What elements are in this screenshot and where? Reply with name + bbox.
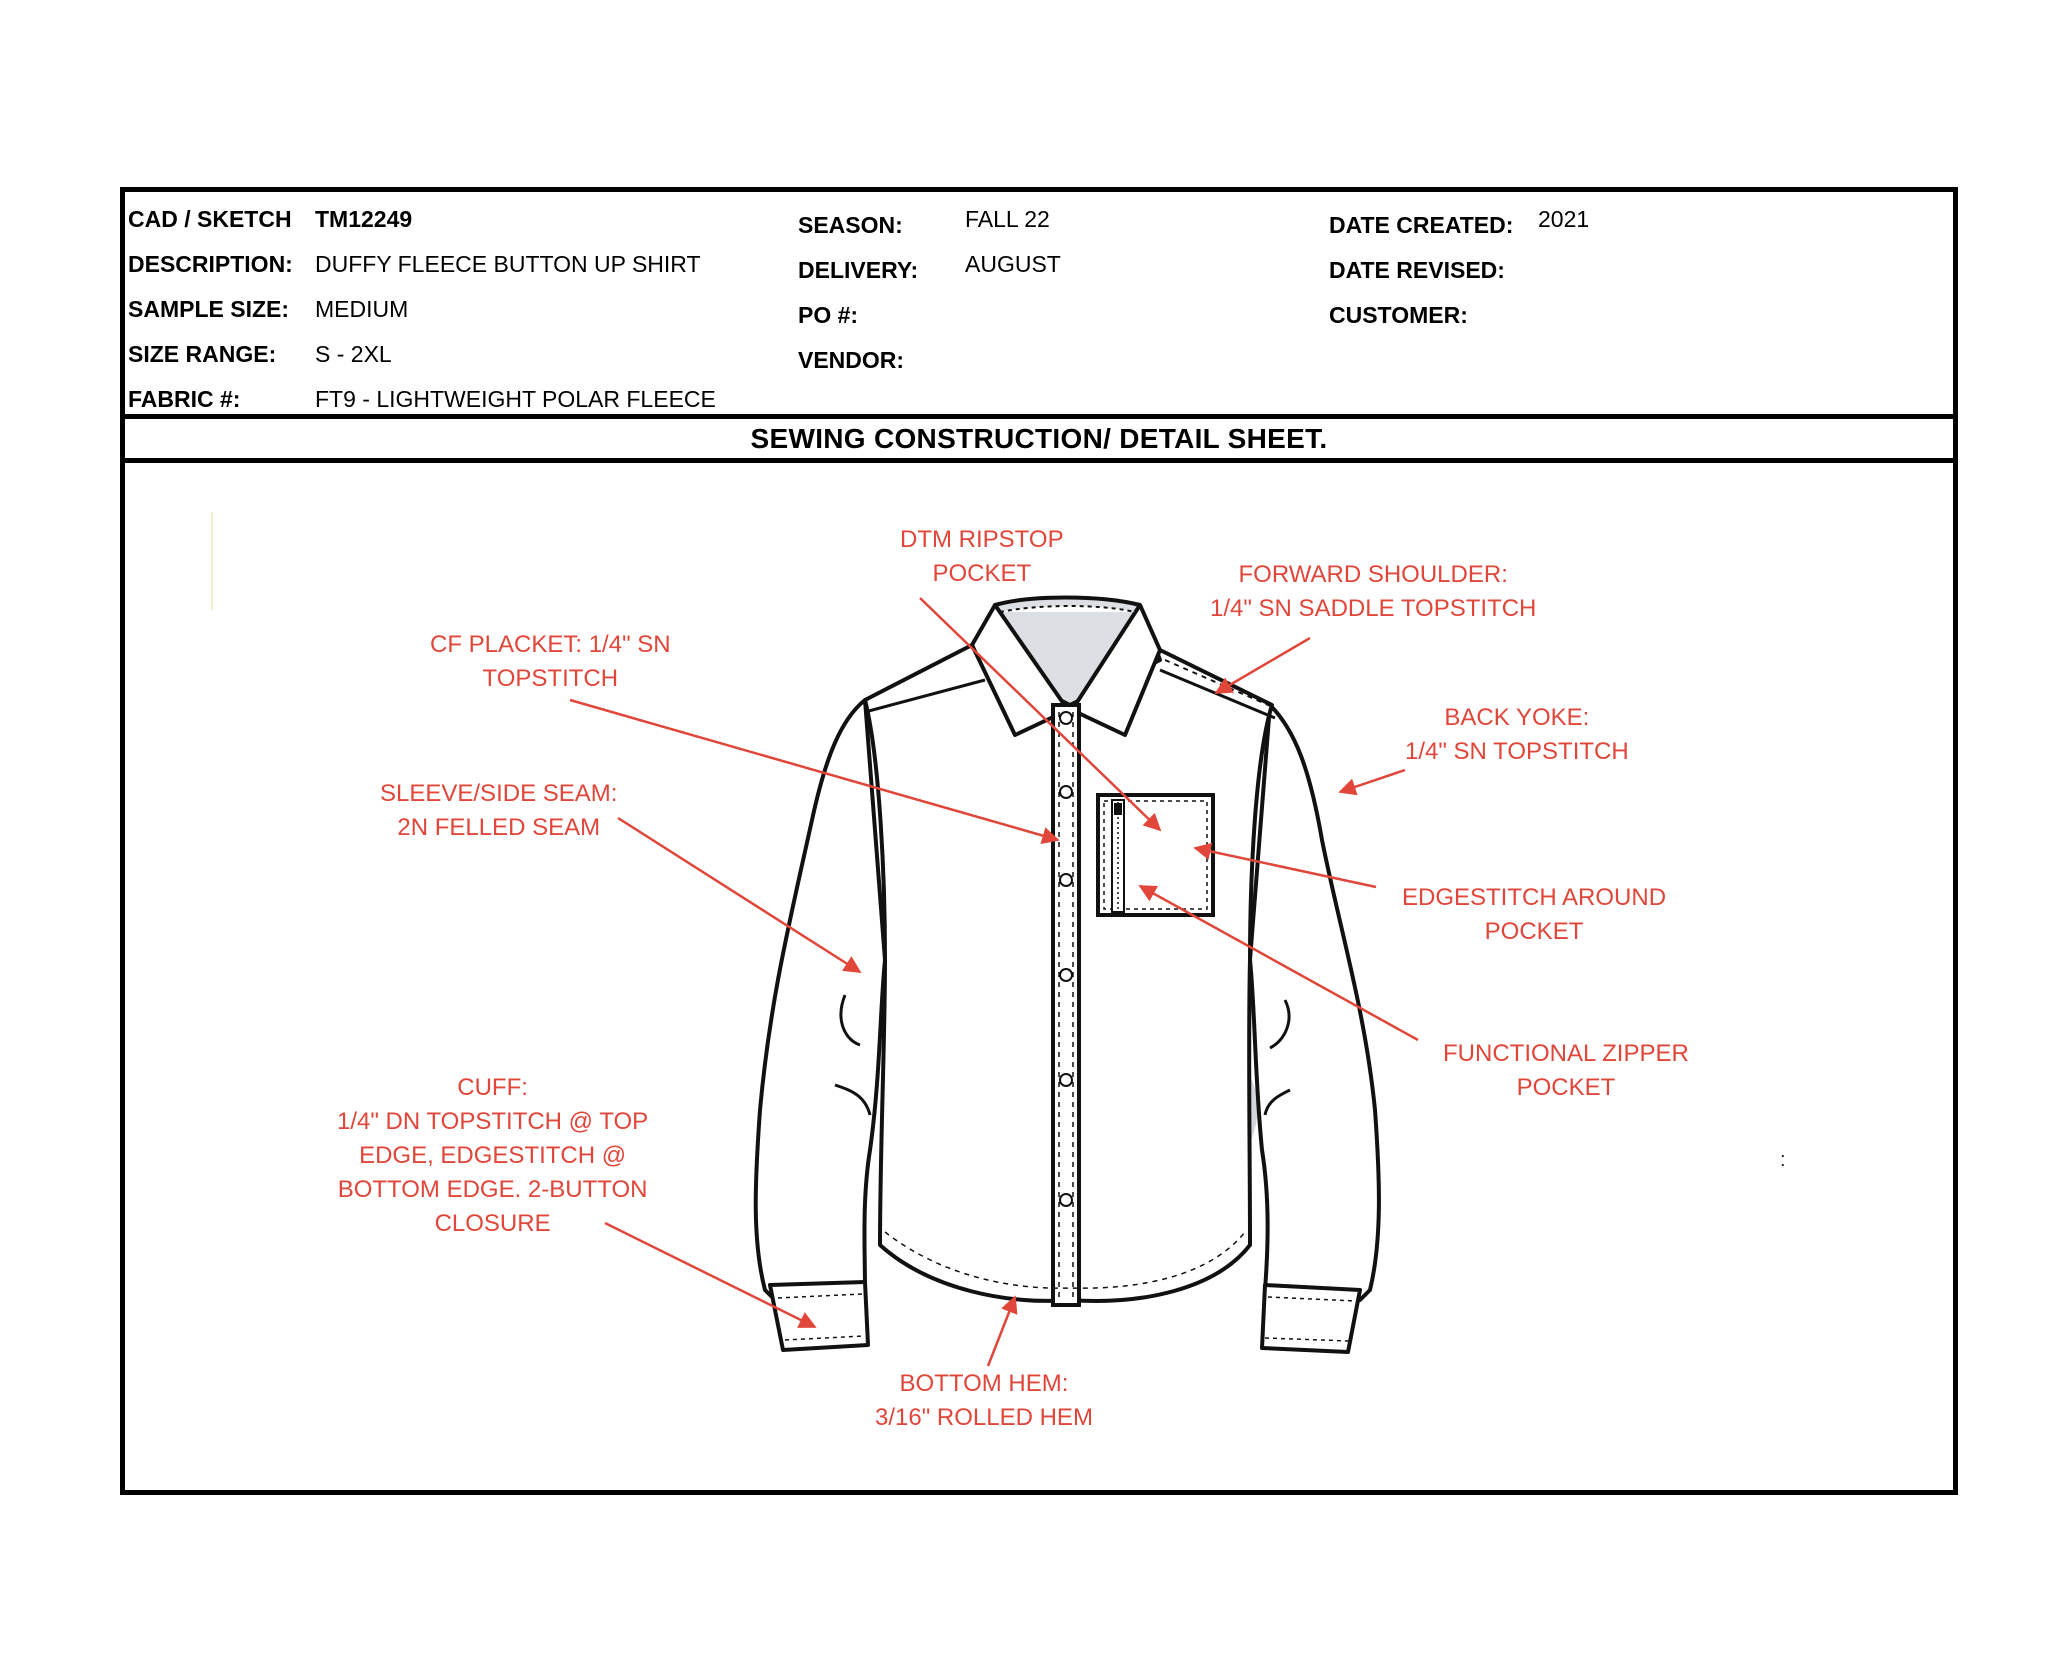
season-label: SEASON: bbox=[798, 212, 903, 238]
back-yoke-note: BACK YOKE: 1/4" SN TOPSTITCH bbox=[1405, 704, 1629, 765]
chest-pocket bbox=[1098, 795, 1213, 915]
date-created-value: 2021 bbox=[1538, 206, 1590, 232]
cad-label: CAD / SKETCH bbox=[128, 206, 292, 232]
edgestitch-pocket-note: EDGESTITCH AROUND POCKET bbox=[1402, 884, 1667, 945]
size-range-value: S - 2XL bbox=[315, 341, 392, 367]
bottom-hem-note: BOTTOM HEM: 3/16" ROLLED HEM bbox=[875, 1370, 1093, 1431]
delivery-value: AUGUST bbox=[965, 251, 1061, 277]
technical-drawing bbox=[125, 463, 1953, 1490]
fabric-label: FABRIC #: bbox=[128, 386, 241, 412]
po-label: PO #: bbox=[798, 302, 859, 328]
size-range-label: SIZE RANGE: bbox=[128, 341, 277, 367]
section-title-bar bbox=[125, 419, 1953, 463]
date-created-label: DATE CREATED: bbox=[1329, 212, 1514, 238]
sample-size-value: MEDIUM bbox=[315, 296, 409, 322]
customer-label: CUSTOMER: bbox=[1329, 302, 1468, 328]
description-value: DUFFY FLEECE BUTTON UP SHIRT bbox=[315, 251, 701, 277]
shirt-flat-sketch bbox=[125, 463, 1953, 1490]
spec-header bbox=[125, 192, 1953, 419]
sample-size-label: SAMPLE SIZE: bbox=[128, 296, 290, 322]
back-yoke-arrow bbox=[1340, 770, 1405, 792]
season-value: FALL 22 bbox=[965, 206, 1050, 232]
stray-mark: : bbox=[1780, 1149, 1786, 1171]
cad-value: TM12249 bbox=[315, 206, 413, 232]
fabric-value: FT9 - LIGHTWEIGHT POLAR FLEECE bbox=[315, 386, 716, 412]
delivery-label: DELIVERY: bbox=[798, 257, 919, 283]
forward-shoulder-note: FORWARD SHOULDER: 1/4" SN SADDLE TOPSTITCH bbox=[1210, 561, 1537, 622]
hem-arrow bbox=[988, 1297, 1015, 1366]
vendor-label: VENDOR: bbox=[798, 347, 905, 373]
forward-shoulder-arrow bbox=[1216, 638, 1310, 693]
spec-sheet bbox=[120, 187, 1958, 1495]
date-revised-label: DATE REVISED: bbox=[1329, 257, 1505, 283]
zipper-pocket-note: FUNCTIONAL ZIPPER POCKET bbox=[1443, 1040, 1689, 1101]
sleeve-side-seam-note: SLEEVE/SIDE SEAM: 2N FELLED SEAM bbox=[380, 780, 618, 841]
section-title: SEWING CONSTRUCTION/ DETAIL SHEET. bbox=[750, 422, 1328, 454]
ripstop-note: DTM RIPSTOP POCKET bbox=[900, 526, 1064, 587]
description-label: DESCRIPTION: bbox=[128, 251, 293, 277]
cuff-note: CUFF: 1/4" DN TOPSTITCH @ TOP EDGE, EDGESTITCH @ BOTTOM EDGE. 2-BUTTON CLOSURE bbox=[337, 1074, 649, 1237]
placket-note: CF PLACKET: 1/4" SN TOPSTITCH bbox=[430, 631, 671, 692]
